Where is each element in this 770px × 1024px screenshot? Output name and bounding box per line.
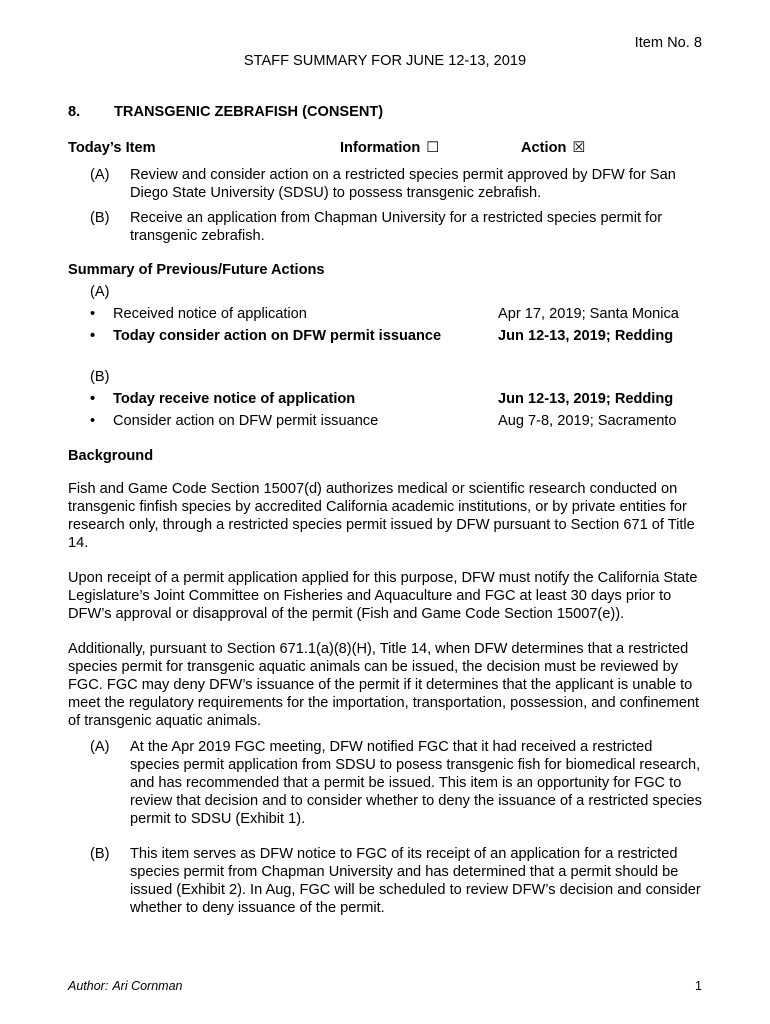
action-text: Consider action on DFW permit issuance — [113, 413, 379, 429]
item-letter: (A) — [90, 739, 110, 755]
author-label: Author — [68, 979, 105, 993]
bullet: • — [90, 413, 96, 429]
action-date: Aug 7-8, 2019; Sacramento — [498, 413, 677, 429]
author-line: Author: Ari Cornman — [68, 979, 183, 993]
item-text: This item serves as DFW notice to FGC of its receipt of an application for a restricted species permit from Chapman University and has determined that a permit should be issued (Exhibit 2). In Aug, FGC will be scheduled to review DFW’s decision and consider whether to deny issuance of the permit. — [130, 846, 701, 916]
item-text: Review and consider action on a restricted species permit approved by DFW for San Diego State University (SDSU) to possess transgenic zebrafish. — [130, 167, 676, 201]
item-letter: (B) — [90, 846, 110, 862]
background-heading: Background — [68, 448, 154, 464]
author-name: Ari Cornman — [112, 979, 183, 993]
background-paragraph-1: Fish and Game Code Section 15007(d) authorizes medical or scientific research conducted on transgenic finfish species by accredited California academic institutions, or by private entities for research only, through a restricted species permit issued by DFW pursuant to Section 671 of Title 14. — [68, 481, 695, 551]
bullet: • — [90, 391, 96, 407]
staff-summary-title: STAFF SUMMARY FOR JUNE 12-13, 2019 — [243, 53, 527, 69]
agenda-heading — [68, 103, 383, 121]
item-text: At the Apr 2019 FGC meeting, DFW notified FGC that it had received a restricted species permit application from SDSU to posess transgenic fish for biomedical research, and has recommended that a permit be issued. This item is an opportunity for FGC to review that decision and to consider whether to deny the issuance of a restricted species permit to SDSU (Exhibit 1). — [130, 739, 702, 827]
todays-item-row — [68, 139, 708, 157]
action-checkbox: ☒ — [572, 140, 586, 156]
action-option — [521, 139, 586, 157]
action-text: Received notice of application — [113, 306, 307, 322]
background-paragraph-2: Upon receipt of a permit application applied for this purpose, DFW must notify the California State Legislature’s Joint Committee on Fisheries and Aquaculture and FGC at least 30 days prior to DFW’s approval or disapproval of the permit (Fish and Game Code Section 15007(e)). — [68, 570, 698, 622]
item-letter: (B) — [90, 210, 110, 226]
action-text: Today consider action on DFW permit issuance — [113, 328, 442, 344]
action-date: Apr 17, 2019; Santa Monica — [498, 306, 679, 322]
item-text: Receive an application from Chapman University for a restricted species permit for transgenic zebrafish. — [130, 210, 663, 244]
group-a-label: (A) — [90, 284, 110, 300]
previous-actions-heading: Summary of Previous/Future Actions — [68, 262, 325, 278]
group-b-label: (B) — [90, 369, 110, 385]
todays-item-label: Today’s Item — [68, 140, 156, 156]
bullet: • — [90, 328, 96, 344]
bullet: • — [90, 306, 96, 322]
information-label: Information — [340, 140, 421, 156]
action-date: Jun 12-13, 2019; Redding — [498, 391, 674, 407]
information-checkbox: ☐ — [426, 140, 440, 156]
information-option — [340, 139, 439, 157]
item-letter: (A) — [90, 167, 110, 183]
action-date: Jun 12-13, 2019; Redding — [498, 328, 674, 344]
background-paragraph-3: Additionally, pursuant to Section 671.1(a)(8)(H), Title 14, when DFW determines that a restricted species permit for transgenic aquatic animals can be issued, the decision must be reviewed by FGC. FGC may deny DFW’s issuance of the permit if it determines that the applicant is unable to meet the regulatory requirements for the importation, transportation, possession, and confinement of transgenic aquatic animals. — [68, 641, 700, 729]
item-number: Item No. 8 — [634, 35, 702, 51]
action-label: Action — [521, 140, 567, 156]
agenda-title: TRANSGENIC ZEBRAFISH (CONSENT) — [114, 104, 384, 120]
agenda-number: 8. — [68, 104, 81, 120]
page-number: 1 — [695, 979, 702, 993]
action-text: Today receive notice of application — [113, 391, 356, 407]
